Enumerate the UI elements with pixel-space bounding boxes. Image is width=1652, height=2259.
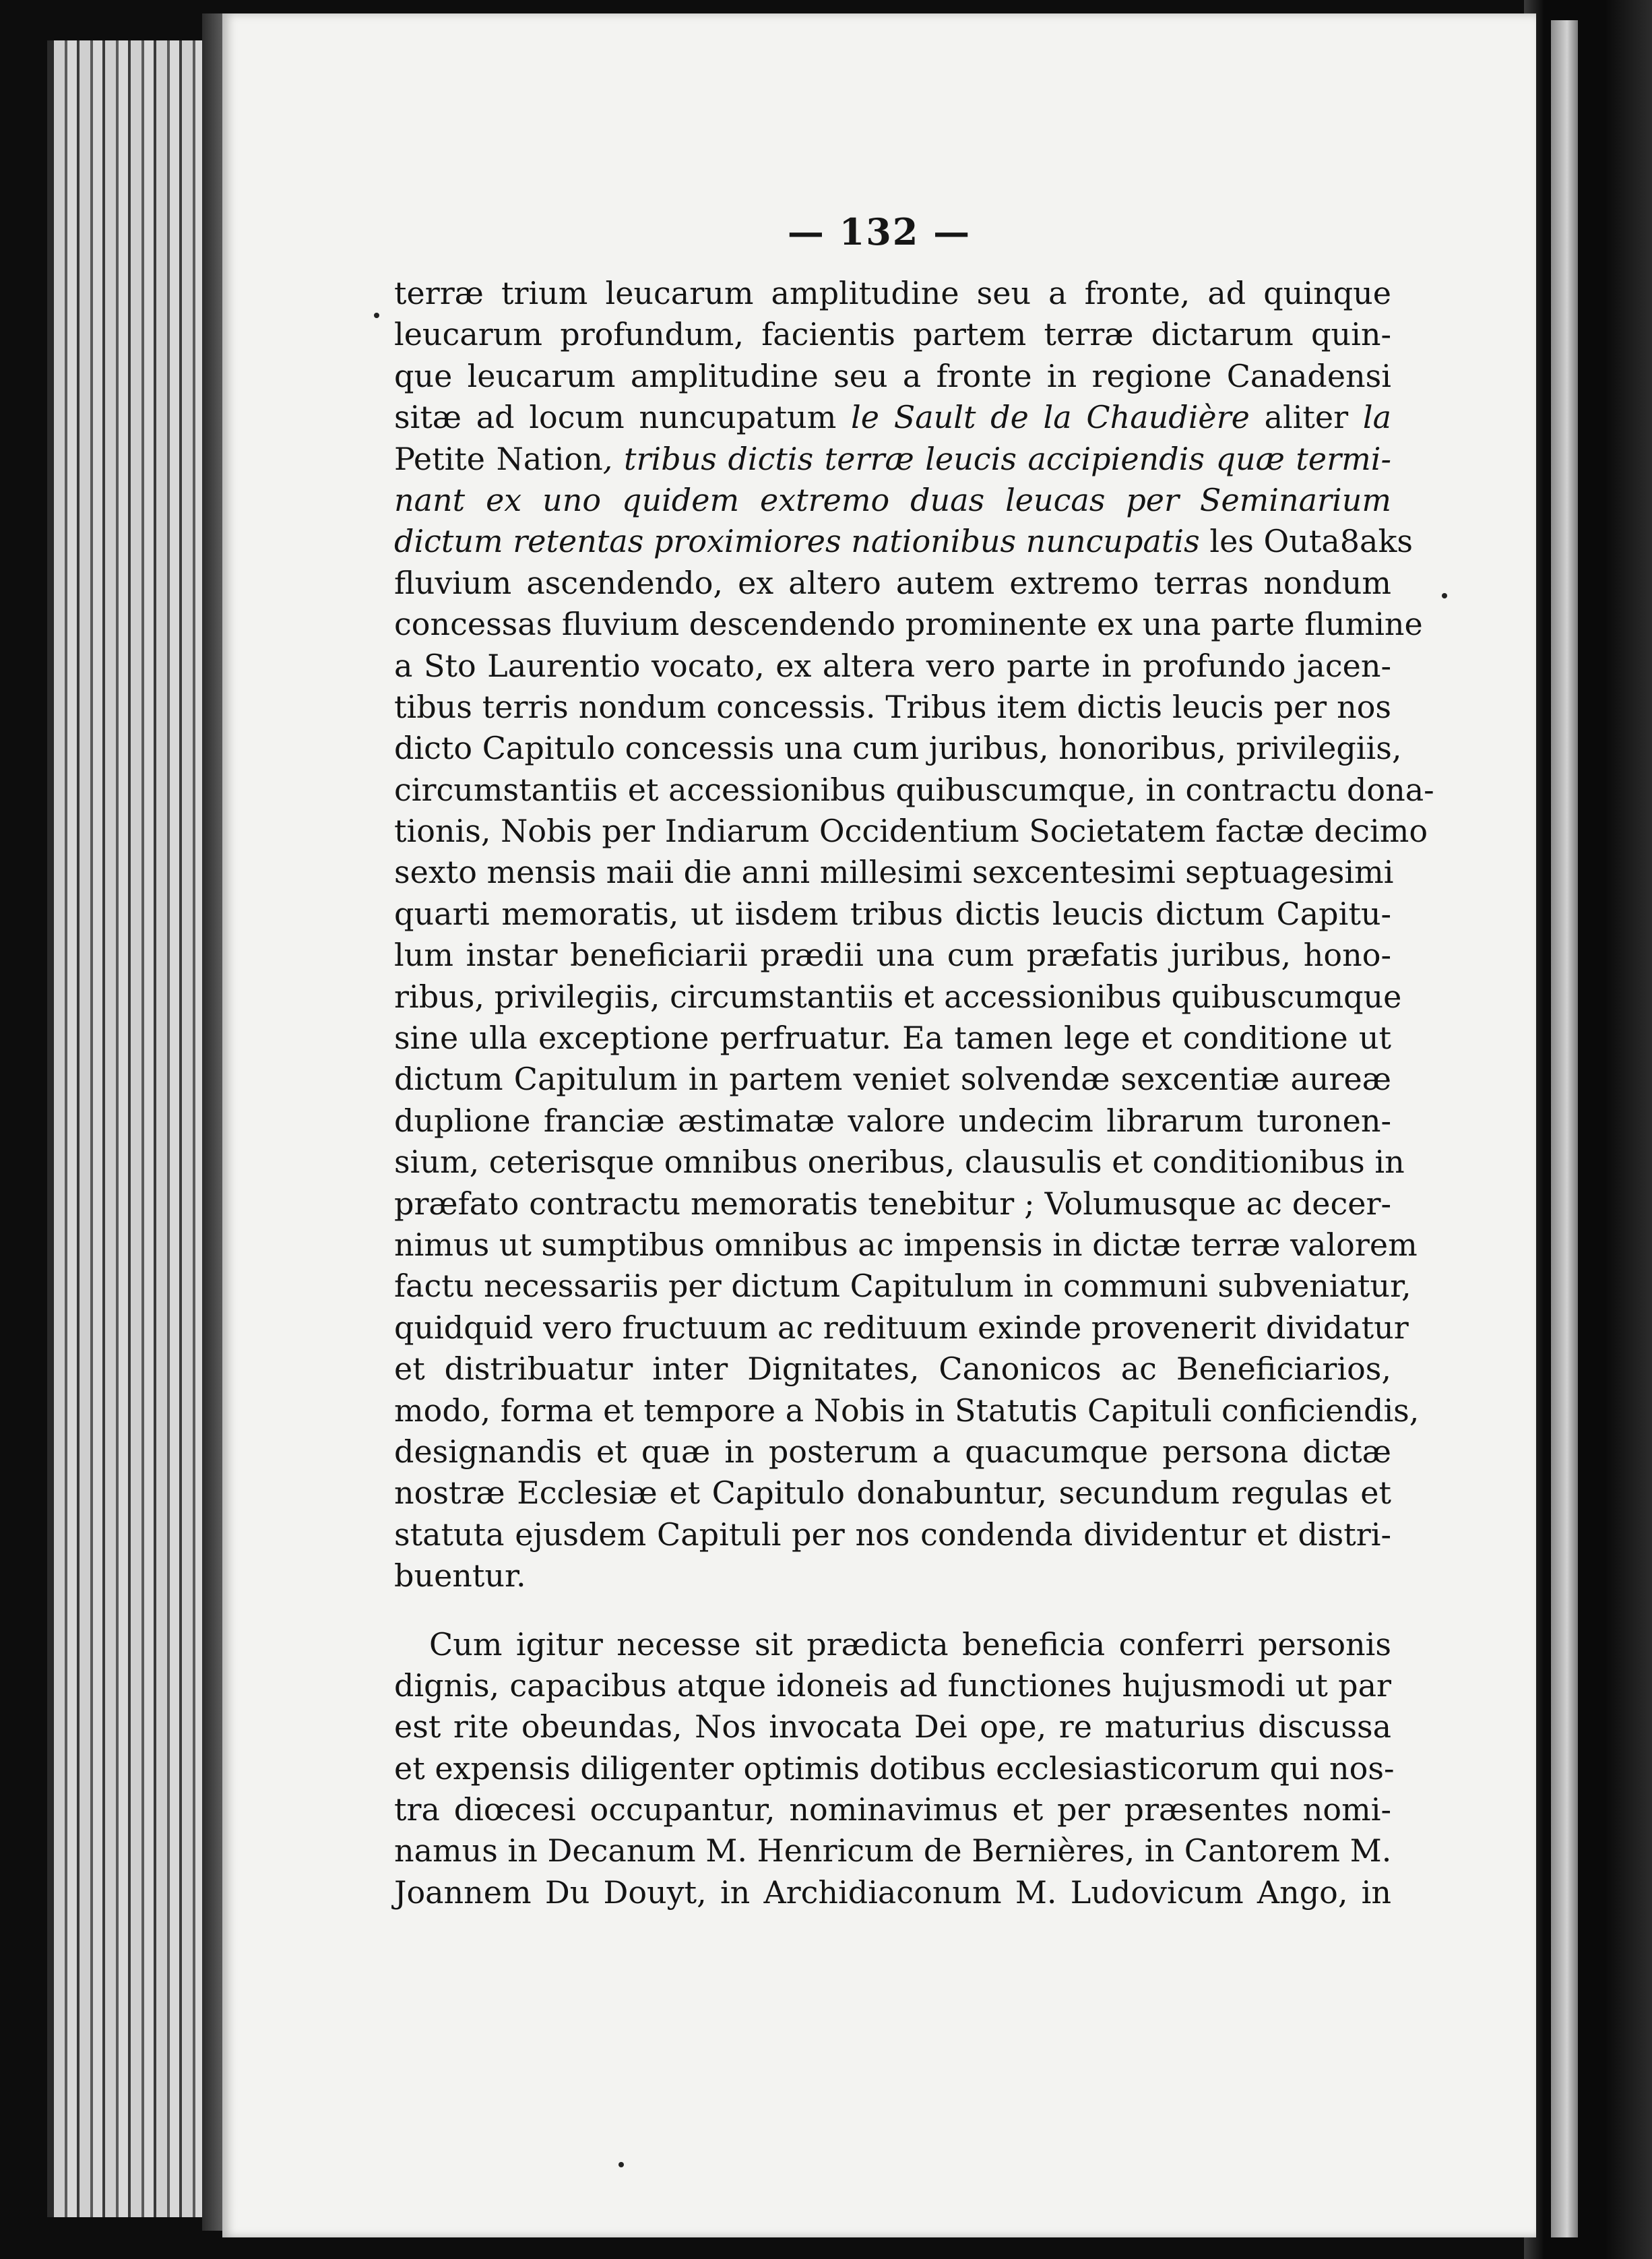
text-line: Petite Nation, tribus dictis terræ leucis accipiendis quæ termi-: [394, 440, 1391, 477]
text-line: dictum retentas proximiores nationibus nuncupatis les Outa8aks: [394, 523, 1413, 560]
text-line: Joannem Du Douyt, in Archidiaconum M. Ludovicum Ango, in: [394, 1874, 1391, 1911]
right-scan-edge: [1524, 0, 1652, 2259]
text-line: terræ trium leucarum amplitudine seu a fronte, ad quinque: [394, 275, 1391, 311]
text-line: dignis, capacibus atque idoneis ad functiones hujusmodi ut par: [394, 1667, 1391, 1704]
text-line: tibus terris nondum concessis. Tribus item dictis leucis per nos: [394, 688, 1391, 725]
text-line: circumstantiis et accessionibus quibuscumque, in contractu dona-: [394, 771, 1434, 808]
text-line: nant ex uno quidem extremo duas leucas per Seminarium: [394, 481, 1391, 518]
text-line: namus in Decanum M. Henricum de Bernières, in Cantorem M.: [394, 1832, 1392, 1869]
text-line: nostræ Ecclesiæ et Capitulo donabuntur, secundum regulas et: [394, 1475, 1391, 1512]
text-line: dicto Capitulo concessis una cum juribus, honoribus, privilegiis,: [394, 730, 1402, 767]
text-line: que leucarum amplitudine seu a fronte in regione Canadensi: [394, 357, 1391, 394]
text-line: factu necessariis per dictum Capitulum in communi subveniatur,: [394, 1268, 1411, 1305]
text-line: quarti memoratis, ut iisdem tribus dictis leucis dictum Capitu-: [394, 895, 1391, 932]
text-line: et expensis diligenter optimis dotibus ecclesiasticorum qui nos-: [394, 1750, 1395, 1787]
text-line: et distribuatur inter Dignitates, Canonicos ac Beneficiarios,: [394, 1351, 1391, 1388]
text-line: sium, ceterisque omnibus oneribus, clausulis et conditionibus in: [394, 1144, 1405, 1181]
body-text: [394, 273, 1434, 1913]
text-line: buentur.: [394, 1557, 526, 1595]
text-line: statuta ejusdem Capituli per nos condenda dividentur et distri-: [394, 1516, 1391, 1553]
print-speck: [618, 2162, 624, 2167]
text-line: concessas fluvium descendendo prominente ex una parte flumine: [394, 606, 1423, 643]
text-line: duplione franciæ æstimatæ valore undecim librarum turonen-: [394, 1102, 1391, 1139]
text-line: Cum igitur necesse sit prædicta beneficia conferri personis: [429, 1626, 1391, 1663]
paragraph-gap: [394, 1597, 1391, 1624]
text-line: dictum Capitulum in partem veniet solvendæ sexcentiæ aureæ: [394, 1061, 1391, 1098]
text-line: est rite obeundas, Nos invocata Dei ope, re maturius discussa: [394, 1708, 1391, 1745]
text-line: præfato contractu memoratis tenebitur ; Volumusque ac decer-: [394, 1185, 1391, 1222]
text-line: sitæ ad locum nuncupatum le Sault de la Chaudière aliter la: [394, 399, 1391, 436]
text-line: designandis et quæ in posterum a quacumque persona dictæ: [394, 1433, 1391, 1470]
next-page-edge: [1551, 20, 1578, 2237]
print-speck: [1442, 593, 1447, 598]
text-line: tra diœcesi occupantur, nominavimus et per præsentes nomi-: [394, 1791, 1391, 1828]
text-line: tionis, Nobis per Indiarum Occidentium Societatem factæ decimo: [394, 813, 1428, 850]
text-line: lum instar beneficiarii prædii una cum præfatis juribus, hono-: [394, 937, 1391, 974]
text-line: a Sto Laurentio vocato, ex altera vero parte in profundo jacen-: [394, 647, 1391, 684]
print-speck: [374, 313, 379, 318]
text-line: nimus ut sumptibus omnibus ac impensis in dictæ terræ valorem: [394, 1226, 1418, 1263]
text-line: sexto mensis maii die anni millesimi sexcentesimi septuagesimi: [394, 854, 1394, 891]
text-line: leucarum profundum, facientis partem terræ dictarum quin-: [394, 316, 1391, 353]
text-line: ribus, privilegiis, circumstantiis et accessionibus quibuscumque: [394, 978, 1402, 1015]
text-line: quidquid vero fructuum ac redituum exinde provenerit dividatur: [394, 1309, 1409, 1346]
text-line: fluvium ascendendo, ex altero autem extremo terras nondum: [394, 564, 1391, 601]
text-line: sine ulla exceptione perfruatur. Ea tamen lege et conditione ut: [394, 1020, 1391, 1057]
page-number: — 132 —: [787, 210, 972, 253]
text-line: modo, forma et tempore a Nobis in Statutis Capituli conficiendis,: [394, 1392, 1420, 1429]
